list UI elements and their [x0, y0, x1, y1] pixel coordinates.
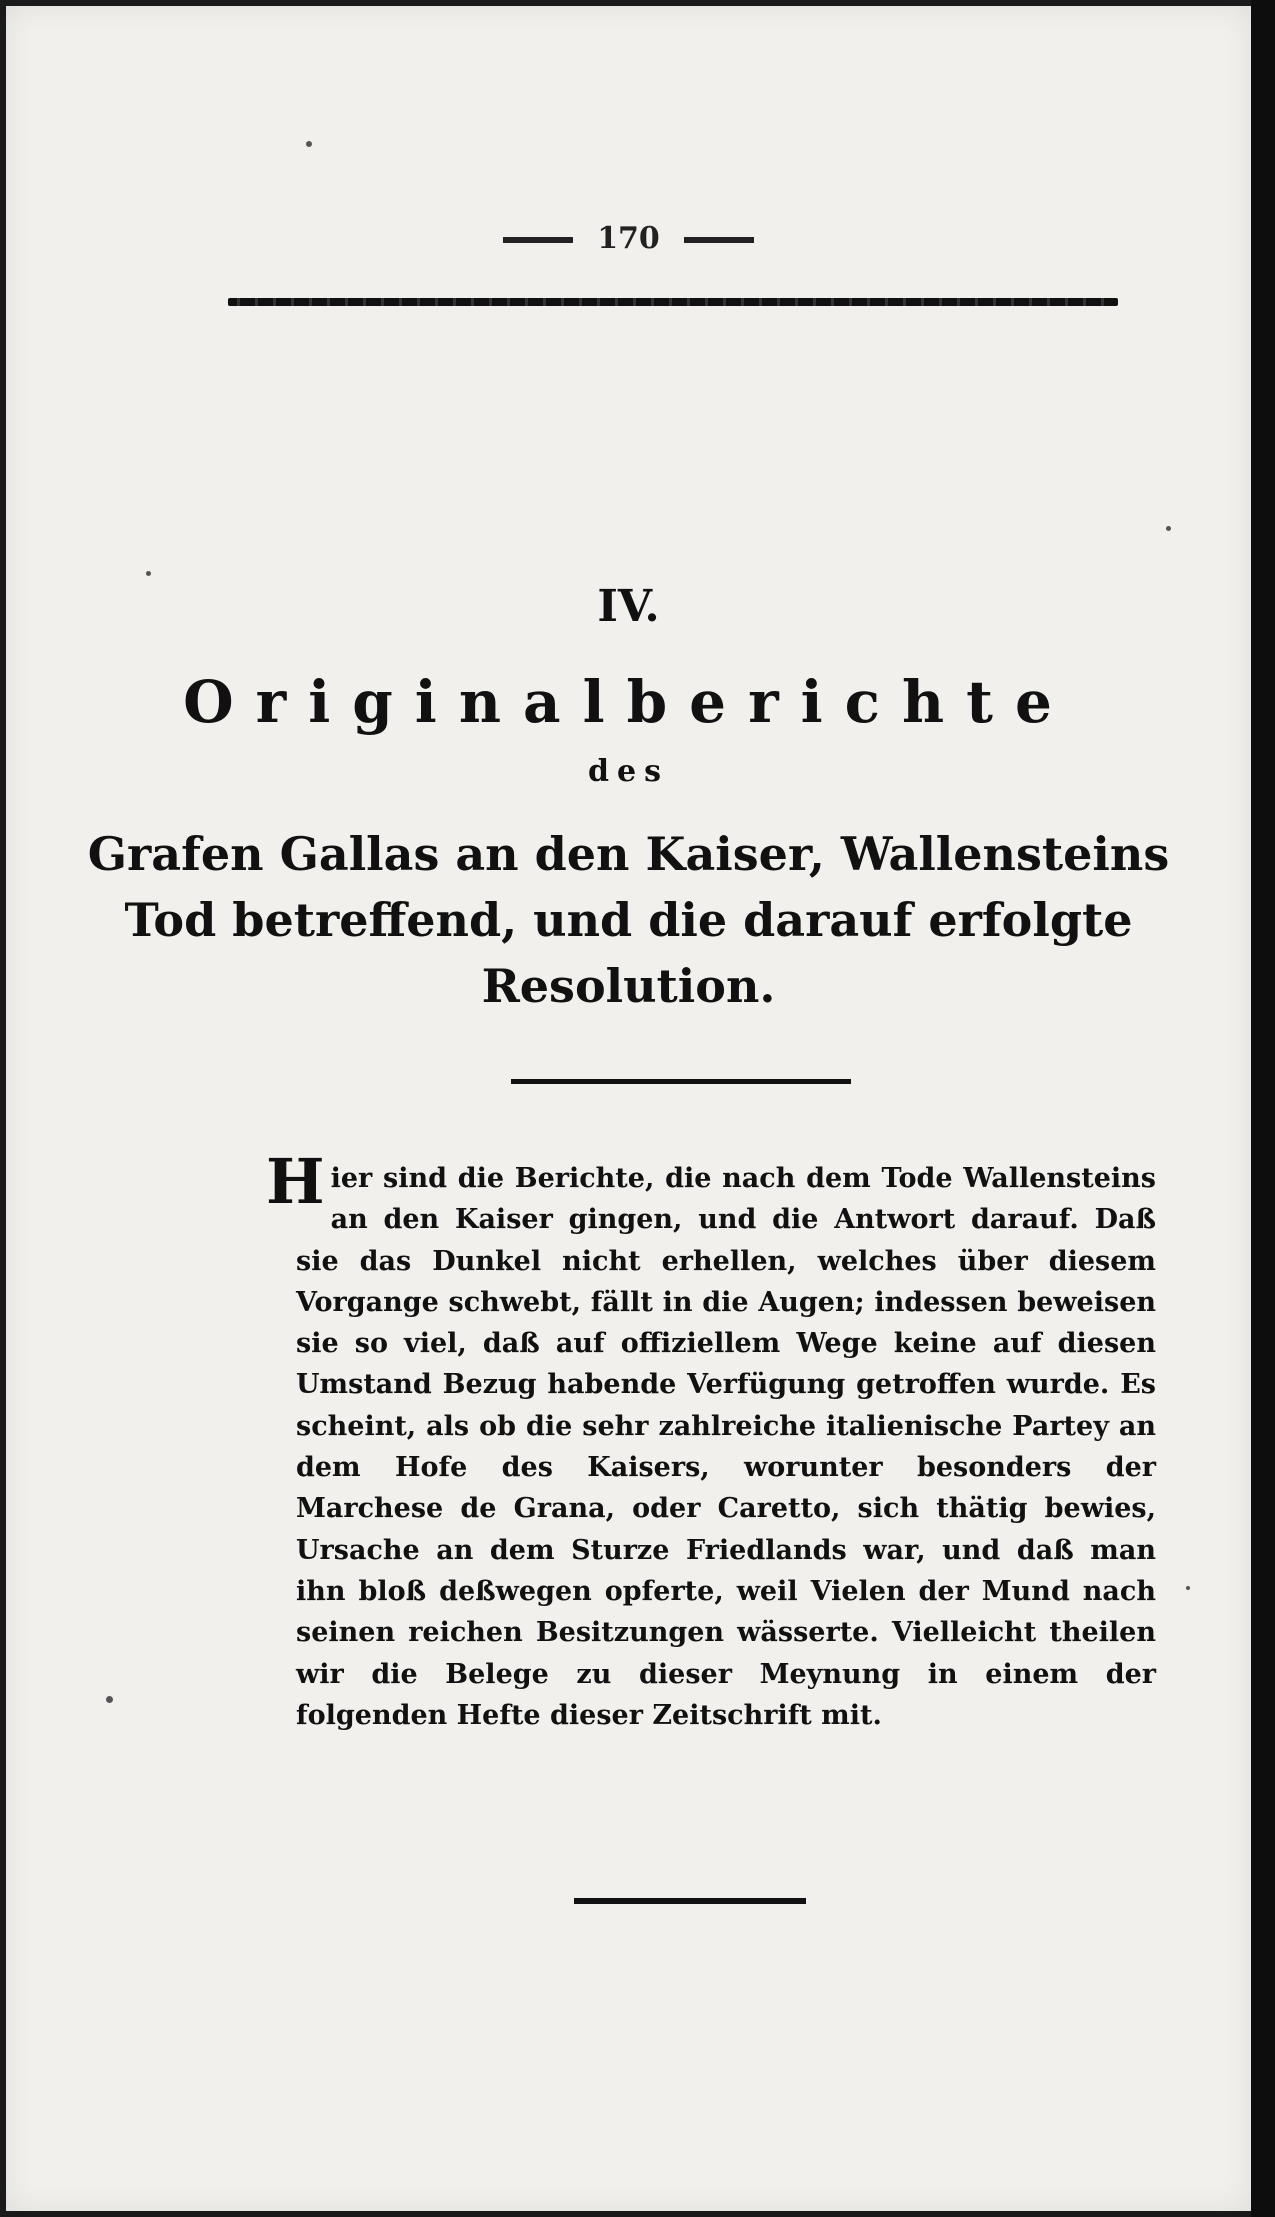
- header-ornament-left: [503, 237, 573, 243]
- header-ornament-right: [684, 237, 754, 243]
- scan-speck: [1186, 1586, 1190, 1590]
- page-number: 170: [597, 221, 660, 256]
- scan-speck: [1166, 526, 1171, 531]
- scan-speck: [306, 141, 312, 147]
- book-page: [6, 6, 1251, 2211]
- end-rule: [574, 1898, 806, 1904]
- body-paragraph: [266, 1145, 1156, 1736]
- drop-cap: H: [266, 1145, 325, 1218]
- subtitle-line-3: Resolution.: [481, 959, 776, 1013]
- decorative-rule-top: [228, 298, 1118, 306]
- title-connector: des: [588, 754, 669, 789]
- subtitle-line-2: Tod betreffend, und die darauf erfolgte: [124, 893, 1133, 947]
- section-numeral: IV.: [597, 581, 660, 632]
- scan-speck: [146, 571, 151, 576]
- page-header: [6, 221, 1251, 256]
- chapter-subtitle: [6, 821, 1251, 1019]
- subtitle-line-1: Grafen Gallas an den Kaiser, Wallensteins: [87, 827, 1170, 881]
- body-text: ier sind die Berichte, die nach dem Tode Wallensteins an den Kaiser gingen, und die Antwort darauf. Daß sie das Dunkel nicht erhellen, welches über diesem Vorgange schwebt, fällt in die Augen; indessen beweisen sie so viel, daß auf offiziellem Wege keine auf diesen Umstand Bezug habende Verfügung getroffen wurde. Es scheint, als ob die sehr zahlreiche italienische Partey an dem Hofe des Kaisers, worunter besonders der Marchese de Grana, oder Caretto, sich thätig bewies, Ursache an dem Sturze Friedlands war, und daß man ihn bloß deßwegen opferte, weil Vielen der Mund nach seinen reichen Besitzungen wässerte. Vielleicht theilen wir die Belege zu dieser Meynung in einem der folgenden Hefte dieser Zeitschrift mit.: [296, 1163, 1156, 1731]
- scan-speck: [106, 1696, 113, 1703]
- scan-edge: [1251, 0, 1275, 2217]
- section-divider: [511, 1079, 851, 1084]
- chapter-title: Originalberichte: [183, 668, 1074, 736]
